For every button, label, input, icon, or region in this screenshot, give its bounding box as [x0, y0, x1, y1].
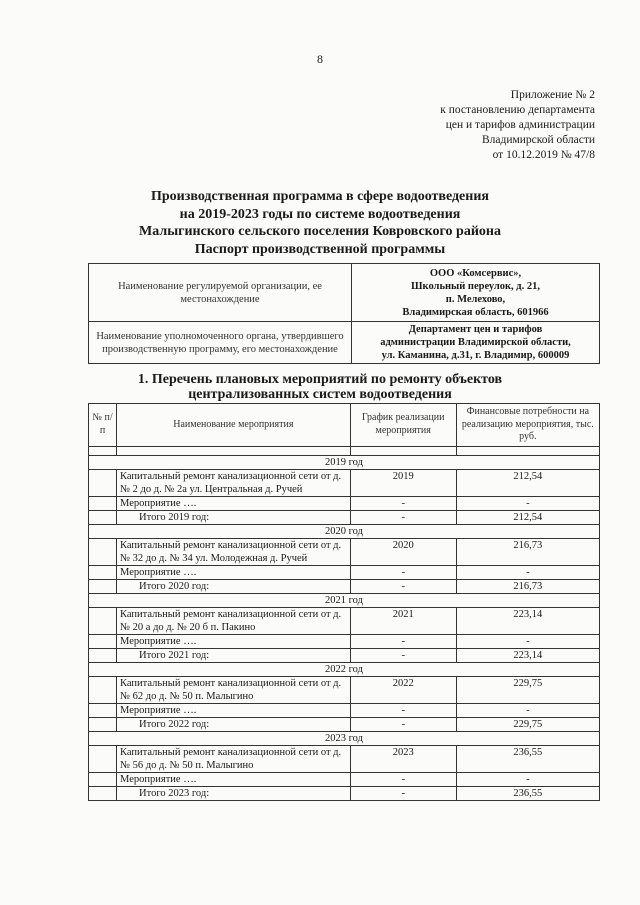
total-schedule: - — [350, 648, 456, 662]
col-finance-header: Финансовые потребности на реализацию мероприятия, тыс. руб. — [456, 404, 599, 447]
event-name: Капитальный ремонт канализационной сети от д. № 32 до д. № 34 ул. Молодежная д. Ручей — [117, 538, 351, 565]
total-finance: 212,54 — [456, 510, 599, 524]
event-schedule: - — [350, 634, 456, 648]
total-row — [89, 786, 600, 800]
passport-value-line: администрации Владимирской области, — [380, 337, 571, 348]
passport-row — [89, 322, 600, 364]
row-number — [89, 579, 117, 593]
col-name-header: Наименование мероприятия — [117, 404, 351, 447]
total-finance: 229,75 — [456, 717, 599, 731]
table-row — [89, 772, 600, 786]
total-schedule: - — [350, 510, 456, 524]
title-line: на 2019-2023 годы по системе водоотведения — [179, 206, 461, 222]
passport-value-line: ООО «Комсервис», — [429, 267, 522, 279]
table-row — [89, 745, 600, 772]
total-label: Итого 2020 год: — [117, 579, 351, 593]
row-number — [89, 717, 117, 731]
event-finance: 223,14 — [456, 607, 599, 634]
passport-row — [89, 264, 600, 322]
row-number — [89, 510, 117, 524]
title-line: Малыгинского сельского поселения Ковровского района — [139, 224, 501, 239]
row-number — [89, 538, 117, 565]
event-finance: 236,55 — [456, 745, 599, 772]
page-number: 8 — [317, 52, 323, 66]
event-name: Капитальный ремонт канализационной сети от д. № 56 до д. № 50 п. Малыгино — [117, 745, 351, 772]
event-finance: - — [456, 565, 599, 579]
events-table — [88, 403, 600, 801]
event-finance: 212,54 — [456, 469, 599, 496]
event-name: Мероприятие …. — [117, 772, 351, 786]
event-name: Капитальный ремонт канализационной сети от д. № 2 до д. № 2а ул. Центральная д. Ручей — [117, 469, 351, 496]
event-schedule: - — [350, 496, 456, 510]
total-schedule: - — [350, 579, 456, 593]
title-line: Производственная программа в сфере водоотведения — [151, 189, 489, 204]
col-num-header: № п/п — [89, 404, 117, 447]
total-schedule: - — [350, 786, 456, 800]
event-name: Капитальный ремонт канализационной сети от д. № 20 а до д. № 20 б п. Пакино — [117, 607, 351, 634]
event-name: Капитальный ремонт канализационной сети от д. № 62 до д. № 50 п. Малыгино — [117, 676, 351, 703]
year-header-row — [89, 662, 600, 676]
event-finance: 216,73 — [456, 538, 599, 565]
row-number — [89, 469, 117, 496]
year-header-row — [89, 593, 600, 607]
event-finance: - — [456, 772, 599, 786]
passport-label: Наименование регулируемой организации, ее местонахождение — [89, 264, 352, 322]
passport-table — [88, 263, 600, 364]
row-number — [89, 786, 117, 800]
passport-label: Наименование уполномоченного органа, утвердившего производственную программу, его местонахождение — [89, 322, 352, 364]
row-number — [89, 745, 117, 772]
event-finance: - — [456, 703, 599, 717]
appendix-note — [440, 88, 595, 163]
table-row — [89, 703, 600, 717]
event-schedule: 2022 — [350, 676, 456, 703]
title-line: Паспорт производственной программы — [194, 241, 446, 257]
row-number — [89, 607, 117, 634]
event-name: Мероприятие …. — [117, 634, 351, 648]
passport-value-line: Школьный переулок, д. 21, — [411, 280, 540, 292]
table-header — [89, 404, 600, 447]
row-number — [89, 772, 117, 786]
row-number — [89, 634, 117, 648]
event-name: Мероприятие …. — [117, 565, 351, 579]
event-finance: - — [456, 634, 599, 648]
table-row — [89, 634, 600, 648]
total-label: Итого 2021 год: — [117, 648, 351, 662]
total-schedule: - — [350, 717, 456, 731]
year-label: 2019 год — [89, 455, 600, 469]
passport-value-line: ул. Каманина, д.31, г. Владимир, 600009 — [381, 350, 570, 361]
event-finance: 229,75 — [456, 676, 599, 703]
appendix-line: от 10.12.2019 № 47/8 — [492, 149, 595, 161]
table-row — [89, 496, 600, 510]
year-label: 2021 год — [89, 593, 600, 607]
event-finance: - — [456, 496, 599, 510]
total-label: Итого 2019 год: — [117, 510, 351, 524]
section-title — [0, 372, 640, 402]
year-header-row — [89, 524, 600, 538]
col-schedule-header: График реализации мероприятия — [350, 404, 456, 447]
table-row — [89, 469, 600, 496]
passport-value — [352, 264, 600, 322]
row-number — [89, 703, 117, 717]
passport-value-line: Департамент цен и тарифов — [408, 324, 543, 335]
table-row — [89, 676, 600, 703]
table-row — [89, 565, 600, 579]
table-row — [89, 538, 600, 565]
appendix-line: цен и тарифов администрации — [445, 119, 595, 131]
event-schedule: - — [350, 703, 456, 717]
passport-value-line: Владимирская область, 601966 — [402, 306, 549, 318]
event-schedule: - — [350, 565, 456, 579]
event-name: Мероприятие …. — [117, 703, 351, 717]
row-number — [89, 565, 117, 579]
total-row — [89, 579, 600, 593]
event-schedule: 2021 — [350, 607, 456, 634]
section-title-line: 1. Перечень плановых мероприятий по ремонту объектов — [137, 372, 503, 387]
appendix-line: Приложение № 2 — [510, 89, 595, 101]
total-finance: 216,73 — [456, 579, 599, 593]
event-name: Мероприятие …. — [117, 496, 351, 510]
appendix-line: к постановлению департамента — [440, 104, 595, 116]
event-schedule: 2023 — [350, 745, 456, 772]
section-title-line: централизованных систем водоотведения — [188, 387, 452, 402]
total-label: Итого 2022 год: — [117, 717, 351, 731]
total-finance: 223,14 — [456, 648, 599, 662]
total-finance: 236,55 — [456, 786, 599, 800]
table-row — [89, 607, 600, 634]
total-label: Итого 2023 год: — [117, 786, 351, 800]
total-row — [89, 717, 600, 731]
year-header-row — [89, 455, 600, 469]
appendix-line: Владимирской области — [481, 134, 595, 146]
event-schedule: 2020 — [350, 538, 456, 565]
event-schedule: - — [350, 772, 456, 786]
total-row — [89, 648, 600, 662]
passport-value — [352, 322, 600, 364]
year-label: 2022 год — [89, 662, 600, 676]
document-title — [0, 188, 640, 258]
event-schedule: 2019 — [350, 469, 456, 496]
row-number — [89, 648, 117, 662]
year-header-row — [89, 731, 600, 745]
year-label: 2020 год — [89, 524, 600, 538]
spacer-row — [89, 446, 600, 455]
row-number — [89, 676, 117, 703]
year-label: 2023 год — [89, 731, 600, 745]
passport-value-line: п. Мелехово, — [445, 293, 506, 305]
total-row — [89, 510, 600, 524]
row-number — [89, 496, 117, 510]
